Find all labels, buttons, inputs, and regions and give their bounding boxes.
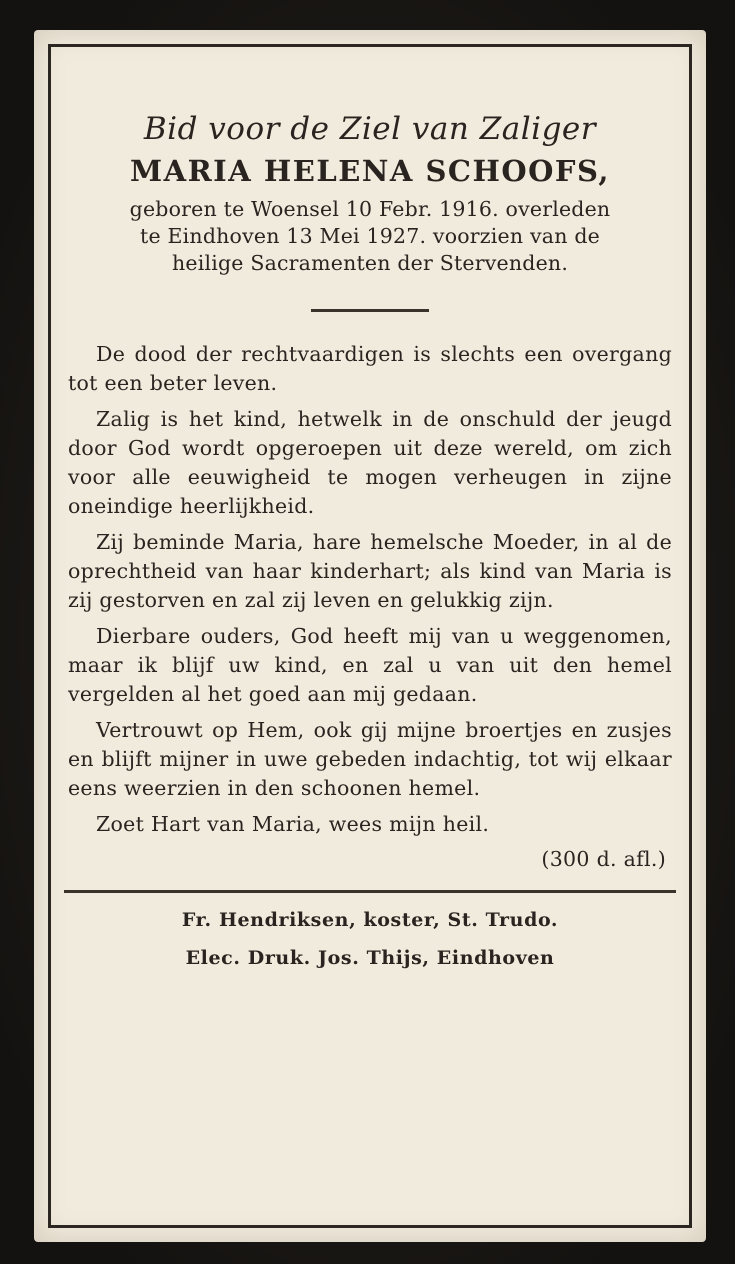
birth-line: geboren te Woensel 10 Febr. 1916. overleden (129, 197, 611, 221)
closing-invocation: Zoet Hart van Maria, wees mijn heil. (96, 812, 490, 836)
birth-death-details (68, 196, 672, 277)
prayer-paragraph: Zij beminde Maria, hare hemelsche Moeder, in al de oprechtheid van haar kinderhart; als kind van Maria is zij gestorven en zal zij leven en gelukkig zijn. (68, 530, 672, 612)
prayer-paragraph: Zalig is het kind, hetwelk in de onschuld der jeugd door God wordt opgeroepen uit deze wereld, om zich voor alle eeuwigheid te mogen verheugen in zijne oneindige heerlijkheid. (68, 407, 672, 518)
birth-line: te Eindhoven 13 Mei 1927. voorzien van de (140, 224, 600, 248)
indulgence-note: (300 d. afl.) (541, 847, 666, 871)
footer-line: Fr. Hendriksen, koster, St. Trudo. (181, 909, 559, 931)
short-divider (311, 309, 429, 312)
invocation-heading: Bid voor de Ziel van Zaliger (143, 111, 597, 147)
long-divider (64, 890, 676, 893)
deceased-name: MARIA HELENA SCHOOFS, (129, 154, 610, 188)
prayer-paragraph: Vertrouwt op Hem, ook gij mijne broertjes en zusjes en blijft mijner in uwe gebeden indachtig, tot wij elkaar eens weerzien in den schoonen hemel. (68, 718, 672, 800)
printer-footer (68, 901, 672, 977)
memorial-card (34, 30, 706, 1242)
footer-line: Elec. Druk. Jos. Thijs, Eindhoven (185, 947, 555, 969)
prayer-paragraph: De dood der rechtvaardigen is slechts een overgang tot een beter leven. (68, 342, 672, 395)
prayer-paragraph: Dierbare ouders, God heeft mij van u weggenomen, maar ik blijf uw kind, en zal u van uit den hemel vergelden al het goed aan mij gedaan. (68, 624, 672, 706)
card-content (68, 110, 672, 977)
birth-line: heilige Sacramenten der Stervenden. (171, 251, 569, 275)
